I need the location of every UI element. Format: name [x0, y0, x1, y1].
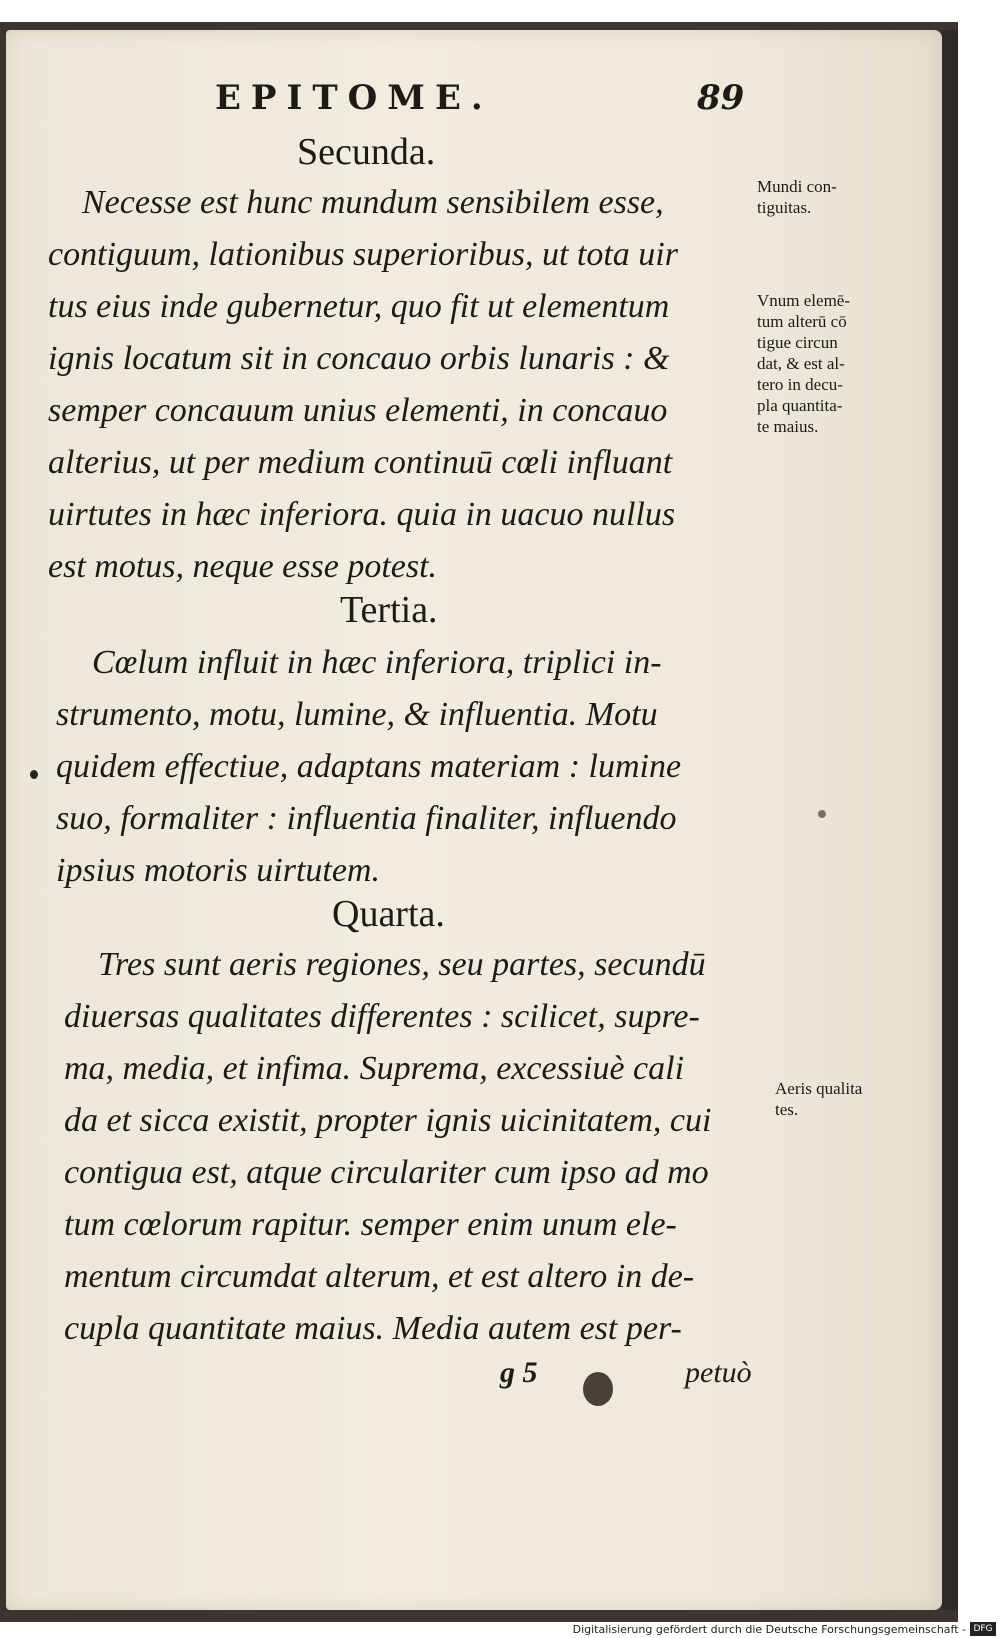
dfg-logo: DFG [970, 1622, 996, 1636]
text-line: semper concauum unius elementi, in concauo [48, 392, 668, 429]
ink-dot [818, 810, 826, 818]
text-line: ipsius motoris uirtutem. [56, 852, 380, 889]
ink-blot [583, 1372, 613, 1406]
marginal-note-line: tes. [775, 1100, 799, 1119]
text-line: alterius, ut per medium continuū cœli influant [48, 444, 673, 481]
marginal-note-line: Aeris qualita [775, 1079, 863, 1098]
text-line: suo, formaliter : influentia finaliter, influendo [56, 800, 677, 837]
marginal-note-line: tiguitas. [757, 198, 812, 217]
marginal-note-line: Mundi con- [757, 177, 837, 196]
marginal-note-line: pla quantita- [757, 396, 843, 415]
catchword: petuò [685, 1356, 752, 1389]
marginal-note-line: tigue circun [757, 333, 838, 352]
text-line: da et sicca existit, propter ignis uicinitatem, cui [64, 1102, 712, 1139]
section-heading-quarta: Quarta. [332, 893, 445, 935]
text-line: ma, media, et infima. Suprema, excessiuè cali [64, 1050, 685, 1087]
signature-mark: g 5 [500, 1356, 538, 1389]
text-line: cupla quantitate maius. Media autem est per- [64, 1310, 682, 1347]
ink-dot [30, 770, 38, 779]
marginal-note [775, 1078, 862, 1120]
text-line: diuersas qualitates differentes : scilicet, supre- [64, 998, 700, 1035]
marginal-note-line: tum alterū cō [757, 312, 847, 331]
text-line: ignis locatum sit in concauo orbis lunaris : & [48, 340, 670, 377]
marginal-note [757, 176, 837, 218]
text-line: Tres sunt aeris regiones, seu partes, secundū [98, 946, 706, 983]
text-line: Cœlum influit in hæc inferiora, triplici in- [92, 644, 662, 681]
text-line: Necesse est hunc mundum sensibilem esse, [82, 184, 664, 221]
text-line: quidem effectiue, adaptans materiam : lumine [56, 748, 682, 785]
page-number: 89 [697, 78, 745, 118]
text-line: strumento, motu, lumine, & influentia. Motu [56, 696, 658, 733]
marginal-note [757, 290, 850, 437]
text-line: uirtutes in hæc inferiora. quia in uacuo nullus [48, 496, 676, 533]
text-line: est motus, neque esse potest. [48, 548, 438, 585]
marginal-note-line: Vnum elemē- [757, 291, 850, 310]
text-line: tus eius inde gubernetur, quo fit ut elementum [48, 288, 670, 325]
page-gutter [942, 30, 958, 1610]
running-head: EPITOME. [215, 78, 493, 118]
marginal-note-line: te maius. [757, 417, 819, 436]
text-line: contiguum, lationibus superioribus, ut tota uir [48, 236, 678, 273]
text-line: mentum circumdat alterum, et est altero in de- [64, 1258, 695, 1295]
text-line: tum cœlorum rapitur. semper enim unum ele- [64, 1206, 677, 1243]
section-heading-tertia: Tertia. [340, 589, 438, 631]
digitization-credit: Digitalisierung gefördert durch die Deutsche Forschungsgemeinschaft - [572, 1623, 966, 1636]
section-heading-secunda: Secunda. [297, 131, 436, 173]
marginal-note-line: dat, & est al- [757, 354, 845, 373]
text-line: contigua est, atque circulariter cum ipso ad mo [64, 1154, 709, 1191]
marginal-note-line: tero in decu- [757, 375, 843, 394]
